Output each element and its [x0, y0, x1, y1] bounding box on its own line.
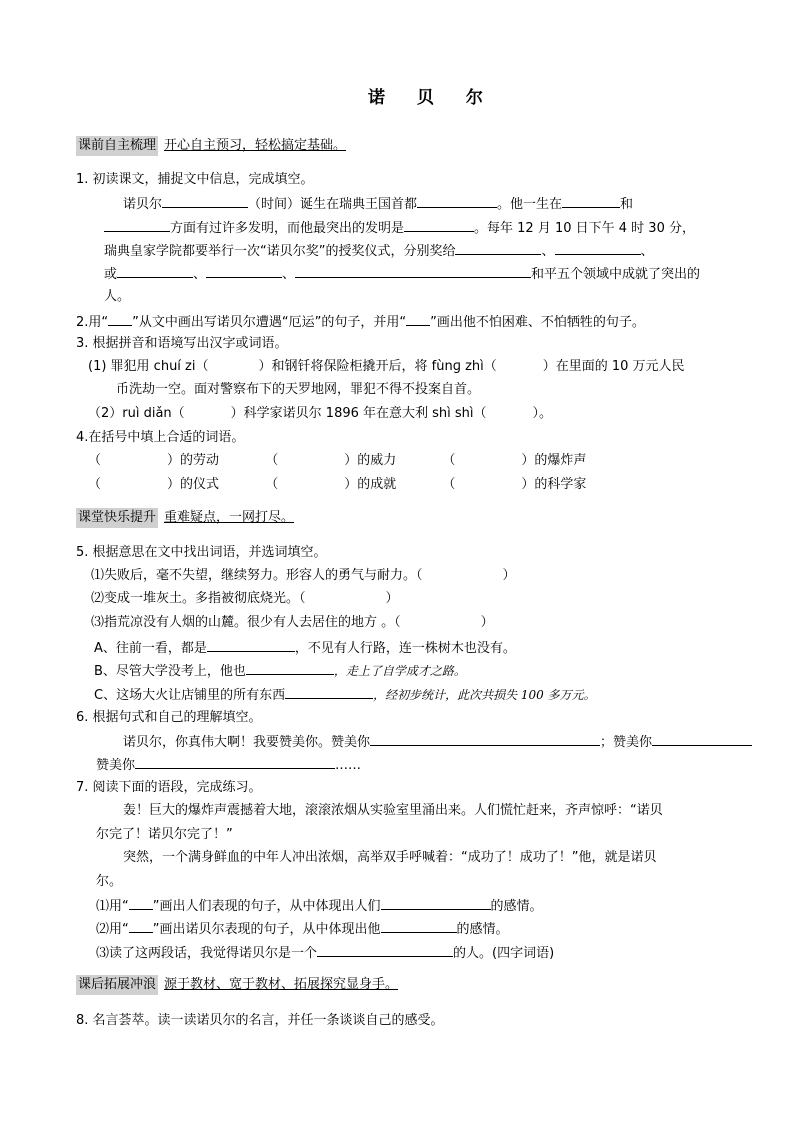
section-subtitle: 开心自主预习，轻松搞定基础。 — [164, 138, 347, 153]
q5-option-c: C、这场大火让店铺里的所有东西 ，经初步统计，此次共损失 100 多万元。 — [94, 685, 596, 705]
q1-line-2: 方面有过许多发明，而他最突出的发明是 。每年 12 月 10 日下午 4 时 30 分， — [104, 218, 695, 238]
q7-sub-3: ⑶读了这两段话，我觉得诺贝尔是一个 的人。(四字词语) — [96, 943, 554, 963]
section-tag: 课后拓展冲浪 — [76, 975, 158, 995]
q1-line-5: 人。 — [104, 289, 131, 304]
q5-option-b: B、尽管大学没考上，他也 ，走上了自学成才之路。 — [94, 661, 466, 681]
section-subtitle: 源于教材、宽于教材、拓展探究显身手。 — [164, 977, 399, 992]
q7-passage-2b: 尔。 — [96, 874, 123, 889]
q7-heading: 7. 阅读下面的语段，完成练习。 — [76, 780, 262, 795]
q7-passage-2a: 突然，一个满身鲜血的中年人冲出浓烟，高举双手呼喊着：“成功了！成功了！”他，就是诺贝 — [123, 850, 657, 865]
q8-heading: 8. 名言荟萃。读一读诺贝尔的名言，并任一条谈谈自己的感受。 — [76, 1013, 444, 1028]
section-subtitle: 重难疑点，一网打尽。 — [164, 510, 295, 525]
q2-text: 2.用“ ”从文中画出写诺贝尔遭遇“厄运”的句子，并用“ ”画出他不怕困难、不怕牺牲的句子。 — [76, 312, 645, 332]
section-header-preview — [76, 136, 346, 156]
q6-line-2: 赞美你 …… — [96, 755, 361, 775]
q5-sub-1: ⑴失败后，毫不失望，继续努力。形容人的勇气与耐力。（ ） — [91, 568, 516, 583]
q3-line-3: （2）ruì diǎn（ ）科学家诺贝尔 1896 年在意大利 shì shì（ ）。 — [88, 406, 553, 421]
q5-sub-3: ⑶指荒凉没有人烟的山麓。很少有人去居住的地方 。（ ） — [91, 615, 494, 630]
q7-sub-1: ⑴用“ ”画出人们表现的句子，从中体现出人们 的感情。 — [96, 896, 543, 916]
section-header-extension — [76, 975, 398, 995]
q7-passage-1b: 尔完了！诺贝尔完了！” — [96, 827, 233, 842]
q3-line-2: 币洗劫一空。面对警察布下的天罗地网，罪犯不得不投案自首。 — [116, 382, 481, 397]
q1-line-1: 诺贝尔 （时间）诞生在瑞典王国首都 。他一生在 和 — [123, 194, 633, 214]
q5-sub-2: ⑵变成一堆灰土。多指被彻底烧光。（ ） — [91, 591, 399, 606]
q4-row-2: （ ）的仪式 （ ）的成就 （ ）的科学家 — [88, 477, 587, 492]
q6-line-1: 诺贝尔，你真伟大啊！我要赞美你。赞美你 ；赞美你 — [123, 732, 752, 752]
q5-heading: 5. 根据意思在文中找出词语，并选词填空。 — [76, 545, 327, 560]
q1-heading: 1. 初读课文，捕捉文中信息，完成填空。 — [76, 172, 314, 187]
q1-line-3: 瑞典皇家学院都要举行一次“诺贝尔奖”的授奖仪式，分别奖给 、 、 — [104, 241, 654, 261]
q6-heading: 6. 根据句式和自己的理解填空。 — [76, 710, 262, 725]
q4-row-1: （ ）的劳动 （ ）的威力 （ ）的爆炸声 — [88, 453, 587, 468]
q7-passage-1a: 轰！巨大的爆炸声震撼着大地，滚滚浓烟从实验室里涌出来。人们慌忙赶来，齐声惊呼：“诺贝 — [123, 803, 663, 818]
q3-heading: 3. 根据拼音和语境写出汉字或词语。 — [76, 336, 288, 351]
section-header-class — [76, 508, 294, 528]
page-title: 诺 贝 尔 — [368, 88, 496, 108]
section-tag: 课前自主梳理 — [76, 136, 158, 156]
section-tag: 课堂快乐提升 — [76, 508, 158, 528]
q3-line-1: (1) 罪犯用 chuí zi（ ）和钢钎将保险柜撬开后，将 fùnɡ zhì（ ）在里面的 10 万元人民 — [88, 359, 685, 374]
q1-line-4: 或 、 、 和平五个领域中成就了突出的 — [104, 264, 700, 284]
q4-heading: 4.在括号中填上合适的词语。 — [76, 430, 245, 445]
q7-sub-2: ⑵用“ ”画出诺贝尔表现的句子，从中体现出他 的感情。 — [96, 919, 509, 939]
q5-option-a: A、往前一看，都是 ，不见有人行路，连一株树木也没有。 — [94, 638, 516, 658]
